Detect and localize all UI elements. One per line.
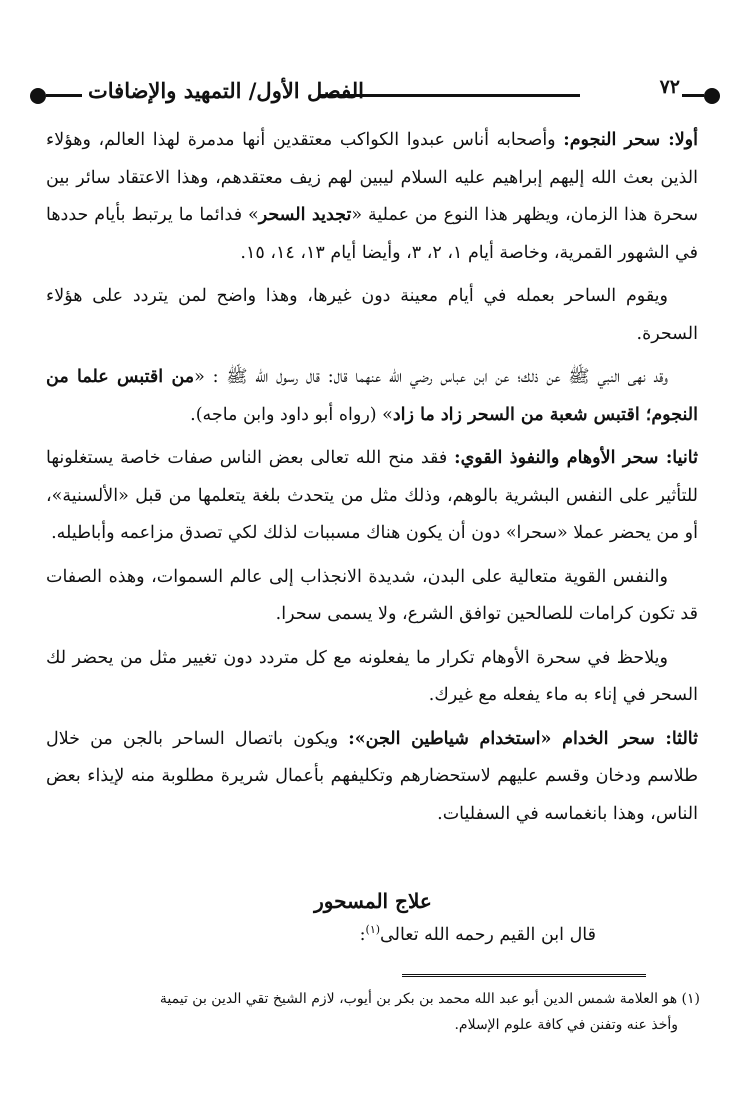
paragraph-illusion-magic — [46, 440, 698, 553]
footnote-separator — [402, 974, 646, 977]
chapter-title: الفصل الأول/ التمهيد والإضافات — [88, 78, 364, 103]
text-star-magic-2: » فدائما ما يرتبط بأيام حددها في الشهور القمرية، وخاصة أيام ١، ٢، ٣، وأيضا أيام ١٣، ١٤، ١٥. — [46, 205, 698, 263]
paragraph-strong-soul: والنفس القوية متعالية على البدن، شديدة الانجذاب إلى عالم السموات، وهذه الصفات قد تكون كرامات للصالحين توافق الشرع، ولا يسمى سحرا. — [46, 566, 698, 624]
text-hadith-source: » (رواه أبو داود وابن ماجه). — [190, 404, 393, 425]
quote-intro-text: قال ابن القيم رحمه الله تعالى — [380, 924, 596, 945]
section-heading-treatment: علاج المسحور — [314, 889, 432, 913]
quote-intro-colon: : — [359, 924, 366, 945]
text-servant-magic: ويكون باتصال الساحر بالجن من خلال طلاسم ودخان وقسم عليهم لاستحضارهم وتكليفهم بأعمال شريرة مطلوبة منه لإيذاء بعض الناس، وهذا بانغماسه في السفليات. — [46, 728, 698, 824]
header-dot-right — [704, 88, 720, 104]
heading-star-magic: أولا: سحر النجوم: — [563, 130, 698, 150]
header-rule-right — [682, 94, 704, 97]
paragraph-illusion-note: ويلاحظ في سحرة الأوهام تكرار ما يفعلونه مع كل متردد دون تغيير مثل من يحضر لك السحر في إناء به ماء يفعله مع غيرك. — [46, 647, 698, 705]
footnote-marker: (١) — [681, 991, 700, 1007]
text-hadith-intro: وقد نهى النبي ﷺ عن ذلك؛ عن ابن عباس رضي الله عنهما قال: قال رسول الله ﷺ : « — [194, 367, 668, 387]
text-star-magic-1: وأصحابه أناس عبدوا الكواكب معتقدين أنها مدمرة لهذا العالم، وهؤلاء الذين بعث الله إليهم إبراهيم عليه السلام ليبين لهم زيف معتقدهم، وهذا الاعتقاد سائر بين سحرة هذا الزمان، ويظهر هذا النوع من عملية « — [46, 130, 699, 225]
heading-servant-magic: ثالثا: سحر الخدام «استخدام شياطين الجن»: — [348, 728, 698, 749]
paragraph-star-magic — [46, 122, 698, 272]
footnote-line-1: هو العلامة شمس الدين أبو عبد الله محمد بن بكر بن أيوب، لازم الشيخ تقي الدين بن تيمية — [159, 991, 678, 1007]
footnote-reference[interactable]: (١) — [365, 923, 381, 936]
paragraph-hadith — [46, 359, 698, 434]
quote-intro-line — [360, 923, 596, 945]
header-rule-left — [46, 94, 82, 97]
page-header — [30, 74, 720, 114]
footnote-line-2: وأخذ عنه وتفنن في كافة علوم الإسلام. — [454, 1017, 678, 1033]
page-number: ٧٢ — [659, 76, 680, 98]
hadith-quote: من اقتبس علما من النجوم؛ اقتبس شعبة من السحر زاد ما زاد — [46, 367, 698, 425]
paragraph-servant-magic — [46, 721, 698, 834]
footnote — [60, 986, 700, 1038]
page-body — [46, 122, 698, 839]
paragraph-sorcerer-days: ويقوم الساحر بعمله في أيام معينة دون غيرها، وهذا واضح لمن يتردد على هؤلاء السحرة. — [46, 286, 698, 344]
text-illusion-magic: فقد منح الله تعالى بعض الناس صفات خاصة يستغلونها للتأثير على النفس البشرية بالوهم، وذلك مثل من يتحدث بلغة يتعلمها من قبل «الألسنية»، أو من يحضر عملا «سحرا» دون أن يكون هناك مسببات لذلك لكي تصدق مزاعمه وأباطيله. — [46, 448, 698, 543]
header-dot-left — [30, 88, 46, 104]
term-renewing-magic: تجديد السحر — [258, 205, 352, 225]
heading-illusion-magic: ثانيا: سحر الأوهام والنفوذ القوي: — [454, 448, 698, 468]
